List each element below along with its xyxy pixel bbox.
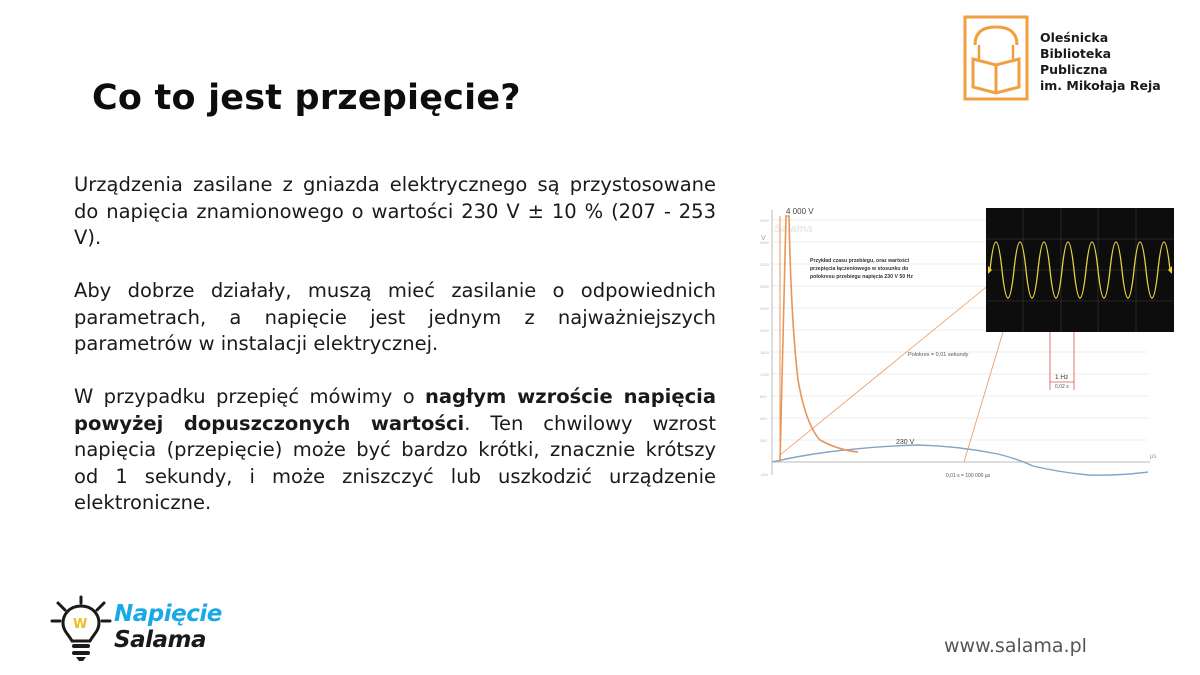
y-axis-unit: V	[761, 235, 766, 242]
website-url[interactable]: www.salama.pl	[944, 635, 1087, 657]
paragraph-text: . Ten chwilowy wzrost napięcia (przepięcie) może być bardzo krótki, znacznie krótszy od 1 sekundy, i może zniszczyć lub uszkodzić urządzenie elektroniczne.	[74, 411, 716, 514]
svg-text:2000: 2000	[760, 328, 769, 333]
brand-name	[114, 601, 222, 653]
paragraph-parameters: Aby dobrze działały, muszą mieć zasilanie o odpowiednich parametrach, a napięcie jest jednym z najważniejszych parametrów w instalacji elektrycznej.	[74, 279, 716, 355]
caption-line: połokresu przebiegu napięcia 230 V 50 Hz	[810, 274, 913, 280]
svg-text:2800: 2800	[760, 284, 769, 289]
mains-sine-wave	[772, 445, 1148, 475]
mains-voltage-label: 230 V	[896, 439, 915, 446]
library-name-line: Publiczna	[1040, 62, 1108, 77]
body-text	[74, 172, 716, 543]
svg-text:-200: -200	[760, 472, 769, 477]
paragraph-rated-voltage: Urządzenia zasilane z gniazda elektrycznego są przystosowane do napięcia znamionowego o wartości 230 V ± 10 % (207 - 253 V).	[74, 173, 716, 249]
open-book-icon	[963, 15, 1029, 101]
bulb-letter: W	[73, 617, 88, 632]
slide-title: Co to jest przepięcie?	[92, 78, 521, 118]
light-bulb-icon	[50, 595, 114, 663]
svg-text:1600: 1600	[760, 350, 769, 355]
library-name-line: Biblioteka	[1040, 46, 1112, 61]
svg-text:3600: 3600	[760, 240, 769, 245]
svg-text:200: 200	[760, 438, 767, 443]
oscilloscope-inset	[986, 208, 1174, 332]
svg-text:1200: 1200	[760, 372, 769, 377]
svg-text:800: 800	[760, 394, 767, 399]
surge-waveform-figure	[758, 200, 1178, 490]
svg-text:4000: 4000	[760, 218, 769, 223]
peak-voltage-label: 4 000 V	[786, 207, 814, 216]
half-period-label: Połokres = 0,01 sekundy	[908, 352, 969, 358]
surge-spike	[780, 216, 858, 462]
time-axis-label: 0,01 s = 100 000 µs	[946, 473, 991, 479]
period-label: 0,02 s	[1055, 384, 1069, 390]
caption-line: przepięcia łączeniowego w stosunku do	[810, 266, 909, 272]
svg-text:400: 400	[760, 416, 767, 421]
svg-text:2400: 2400	[760, 306, 769, 311]
paragraph-surge-definition	[74, 384, 716, 517]
brand-word-napiecie: Napięcie	[114, 601, 222, 627]
library-name	[1040, 30, 1190, 94]
projection-line	[780, 284, 990, 455]
library-name-line: im. Mikołaja Reja	[1040, 78, 1161, 93]
frequency-label: 1 Hz	[1055, 374, 1069, 381]
paragraph-text: W przypadku przepięć mówimy o	[74, 385, 426, 408]
brand-word-salama: Salama	[114, 627, 206, 653]
bold-definition: nagłym wzroście napięcia powyżej dopuszczonych wartości	[74, 385, 716, 435]
library-logo	[963, 15, 1193, 105]
y-axis-ticks	[760, 218, 770, 477]
library-name-line: Oleśnicka	[1040, 30, 1109, 45]
x-axis-unit: µs	[1150, 454, 1157, 460]
figure-caption	[810, 258, 913, 280]
watermark: Salama	[774, 223, 813, 235]
napiecie-salama-logo	[50, 595, 240, 665]
svg-text:3200: 3200	[760, 262, 769, 267]
caption-line: Przykład czasu przebiegu, oraz wartości	[810, 258, 910, 264]
